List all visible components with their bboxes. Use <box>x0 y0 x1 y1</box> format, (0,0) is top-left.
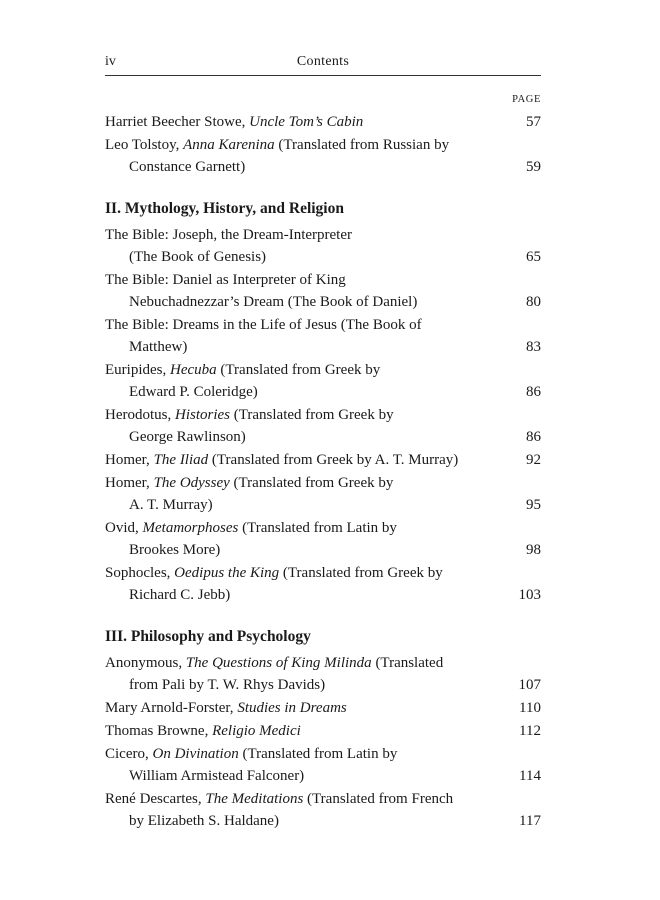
toc-entry[interactable] <box>105 517 541 561</box>
entry-note: (Translated from Greek by <box>233 475 394 491</box>
entry-title: The Odyssey <box>153 475 230 491</box>
entry-continuation: from Pali by T. W. Rhys Davids) <box>129 677 326 693</box>
entry-author: Sophocles, <box>105 565 171 581</box>
entry-author: Anonymous, <box>105 655 183 671</box>
entry-author: Mary Arnold-Forster, <box>105 700 234 716</box>
entry-note: (Translated from Latin by <box>242 520 397 536</box>
entry-author: Ovid, <box>105 520 139 536</box>
entry-author: Homer, <box>105 475 150 491</box>
entry-page-number: 65 <box>526 249 541 265</box>
section-heading: III. Philosophy and Psychology <box>105 628 311 645</box>
entry-page-number: 57 <box>526 114 541 130</box>
toc-entry-line <box>105 697 495 719</box>
entry-continuation: Richard C. Jebb) <box>129 587 231 603</box>
toc-entry[interactable] <box>105 788 541 832</box>
table-of-contents <box>105 111 541 833</box>
entry-continuation: George Rawlinson) <box>129 429 246 445</box>
toc-entry-line <box>105 404 495 426</box>
entry-page-number: 80 <box>526 294 541 310</box>
entry-title: The Meditations <box>205 791 304 807</box>
entry-continuation: Brookes More) <box>129 542 221 558</box>
toc-entry-line <box>105 788 495 810</box>
toc-entry[interactable] <box>105 111 541 133</box>
page-number: iv <box>105 54 116 69</box>
entry-title: Religio Medici <box>212 723 301 739</box>
toc-entry[interactable] <box>105 449 541 471</box>
entry-note: (Translated from Greek by <box>282 565 443 581</box>
entry-continuation: A. T. Murray) <box>129 497 213 513</box>
entry-page-number: 114 <box>519 768 541 784</box>
page-column-label: PAGE <box>512 94 541 105</box>
entry-page-number: 117 <box>519 813 541 829</box>
entry-title: Oedipus the King <box>174 565 280 581</box>
entry-note: (Translated from Latin by <box>242 746 398 762</box>
entry-note: (Translated from Greek by <box>233 407 394 423</box>
entry-author: Leo Tolstoy, <box>105 137 180 153</box>
entry-continuation: Edward P. Coleridge) <box>129 384 258 400</box>
entry-page-number: 86 <box>526 429 541 445</box>
entry-author: Euripides, <box>105 362 167 378</box>
entry-continuation: by Elizabeth S. Haldane) <box>129 813 279 829</box>
entry-title: Studies in Dreams <box>237 700 347 716</box>
toc-entry[interactable] <box>105 134 541 178</box>
entry-continuation: (The Book of Genesis) <box>129 249 267 265</box>
entry-title: Uncle Tom’s Cabin <box>249 114 364 130</box>
toc-entry[interactable] <box>105 697 541 719</box>
entry-continuation: Matthew) <box>129 339 188 355</box>
entry-page-number: 107 <box>518 677 541 693</box>
entry-author: The Bible: Joseph, the Dream-Interpreter <box>105 227 352 243</box>
entry-note: (Translated <box>375 655 444 671</box>
toc-entry-line <box>105 359 495 381</box>
entry-page-number: 59 <box>526 159 541 175</box>
toc-entry-line <box>105 472 495 494</box>
entry-page-number: 98 <box>526 542 541 558</box>
entry-note: (Translated from French <box>307 791 454 807</box>
toc-entry-line <box>105 224 495 246</box>
entry-page-number: 103 <box>518 587 541 603</box>
entry-page-number: 110 <box>519 700 541 716</box>
running-head: Contents <box>296 54 350 69</box>
page-header <box>105 51 541 76</box>
entry-author: Homer, <box>105 452 150 468</box>
toc-entry-line <box>105 562 495 584</box>
toc-entry[interactable] <box>105 404 541 448</box>
entry-page-number: 86 <box>526 384 541 400</box>
entry-note: (Translated from Russian by <box>278 137 450 153</box>
toc-entry-line <box>105 269 495 291</box>
toc-entry[interactable] <box>105 472 541 516</box>
toc-entry-line <box>105 743 495 765</box>
toc-entry-line <box>105 652 495 674</box>
entry-author: René Descartes, <box>105 791 202 807</box>
toc-entry-line <box>105 449 495 471</box>
entry-title: Hecuba <box>170 362 217 378</box>
toc-entry-line <box>105 111 495 133</box>
entry-page-number: 95 <box>526 497 541 513</box>
entry-page-number: 83 <box>526 339 541 355</box>
entry-continuation: Constance Garnett) <box>129 159 246 175</box>
section-heading: II. Mythology, History, and Religion <box>105 200 344 217</box>
entry-author: Thomas Browne, <box>105 723 209 739</box>
toc-entry[interactable] <box>105 720 541 742</box>
entry-note: (Translated from Greek by A. T. Murray) <box>211 452 459 468</box>
entry-title: Anna Karenina <box>183 137 275 153</box>
entry-author: The Bible: Daniel as Interpreter of King <box>105 272 346 288</box>
entry-title: The Iliad <box>153 452 209 468</box>
entry-page-number: 112 <box>519 723 541 739</box>
toc-entry[interactable] <box>105 652 541 696</box>
entry-continuation: Nebuchadnezzar’s Dream (The Book of Daniel) <box>129 294 418 310</box>
toc-entry[interactable] <box>105 743 541 787</box>
entry-title: Histories <box>175 407 231 423</box>
toc-entry[interactable] <box>105 359 541 403</box>
toc-entry[interactable] <box>105 562 541 606</box>
entry-title: Metamorphoses <box>142 520 239 536</box>
toc-entry-line <box>105 314 495 336</box>
entry-page-number: 92 <box>526 452 541 468</box>
entry-note: (Translated from Greek by <box>220 362 381 378</box>
entry-title: On Divination <box>152 746 239 762</box>
toc-entry[interactable] <box>105 224 541 268</box>
entry-continuation: William Armistead Falconer) <box>129 768 305 784</box>
entry-author: Harriet Beecher Stowe, <box>105 114 246 130</box>
entry-title: The Questions of King Milinda <box>185 655 372 671</box>
toc-entry-line <box>105 134 495 156</box>
toc-entry-line <box>105 517 495 539</box>
entry-author: Cicero, <box>105 746 149 762</box>
entry-author: Herodotus, <box>105 407 172 423</box>
toc-entry-line <box>105 720 495 742</box>
toc-entry[interactable] <box>105 314 541 358</box>
toc-entry[interactable] <box>105 269 541 313</box>
entry-author: The Bible: Dreams in the Life of Jesus (The Book of <box>105 317 422 333</box>
